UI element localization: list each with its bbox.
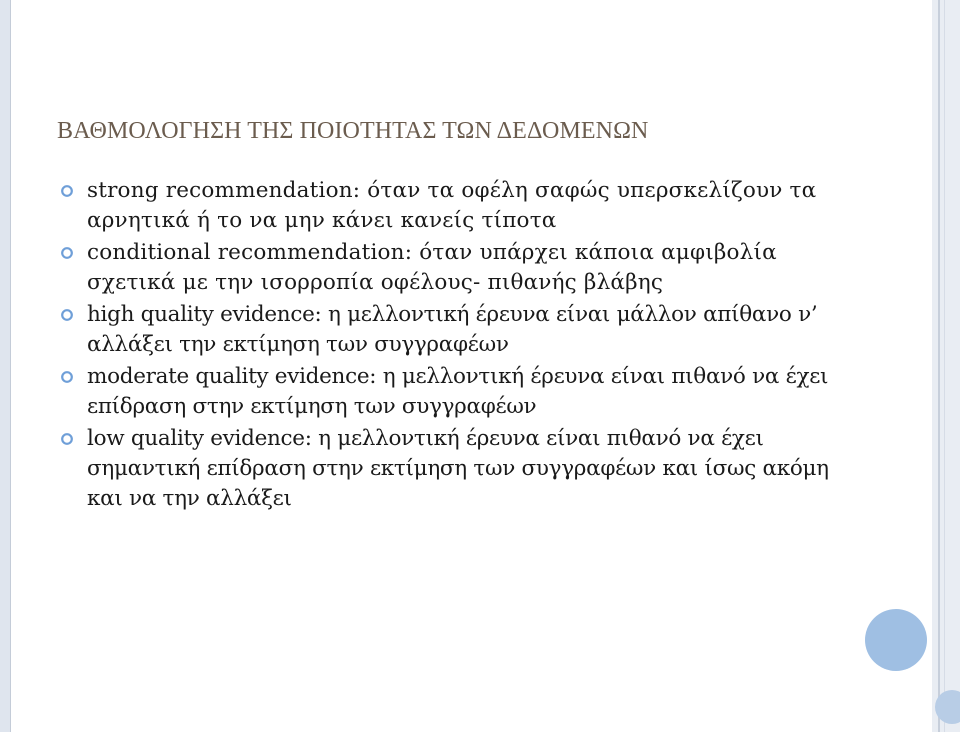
ring-bullet-icon (60, 308, 74, 322)
bullet-item (60, 362, 860, 422)
decorative-circle-large (865, 609, 927, 671)
left-frame-line (10, 0, 11, 732)
left-frame-border (0, 0, 10, 732)
slide-title: ΒΑΘΜΟΛΟΓΗΣΗ ΤΗΣ ΠΟΙΟΤΗΤΑΣ ΤΩΝ ΔΕΔΟΜΕΝΩΝ (57, 118, 649, 144)
bullet-text: moderate quality evidence: η μελλοντική έρευνα είναι πιθανό να έχει επίδραση στην εκτίμηση των συγγραφέων (87, 364, 829, 419)
bullet-text: conditional recommendation: όταν υπάρχει κάποια αμφιβολία σχετικά με την ισορροπία οφέλους- πιθανής βλάβης (87, 240, 777, 295)
right-frame-border (932, 0, 960, 732)
ring-bullet-icon (60, 370, 74, 384)
ring-bullet-icon (60, 184, 74, 198)
bullet-text: high quality evidence: η μελλοντική έρευνα είναι μάλλον απίθανο ν’ αλλάξει την εκτίμηση των συγγραφέων (87, 302, 818, 357)
bullet-text: strong recommendation: όταν τα οφέλη σαφώς υπερσκελίζουν τα αρνητικά ή το να μην κάνει κανείς τίποτα (87, 178, 817, 233)
bullet-item (60, 424, 860, 514)
ring-bullet-icon (60, 246, 74, 260)
ring-bullet-icon (60, 432, 74, 446)
bullet-item (60, 300, 860, 360)
bullet-text: low quality evidence: η μελλοντική έρευνα είναι πιθανό να έχει σημαντική επίδραση στην εκτίμηση των συγγραφέων και ίσως ακόμη και να την αλλάξει (87, 426, 829, 511)
bullet-item (60, 238, 860, 298)
bullet-item (60, 176, 860, 236)
right-frame-line-inner (944, 0, 945, 732)
right-frame-line (938, 0, 940, 732)
bullet-list (60, 176, 860, 516)
